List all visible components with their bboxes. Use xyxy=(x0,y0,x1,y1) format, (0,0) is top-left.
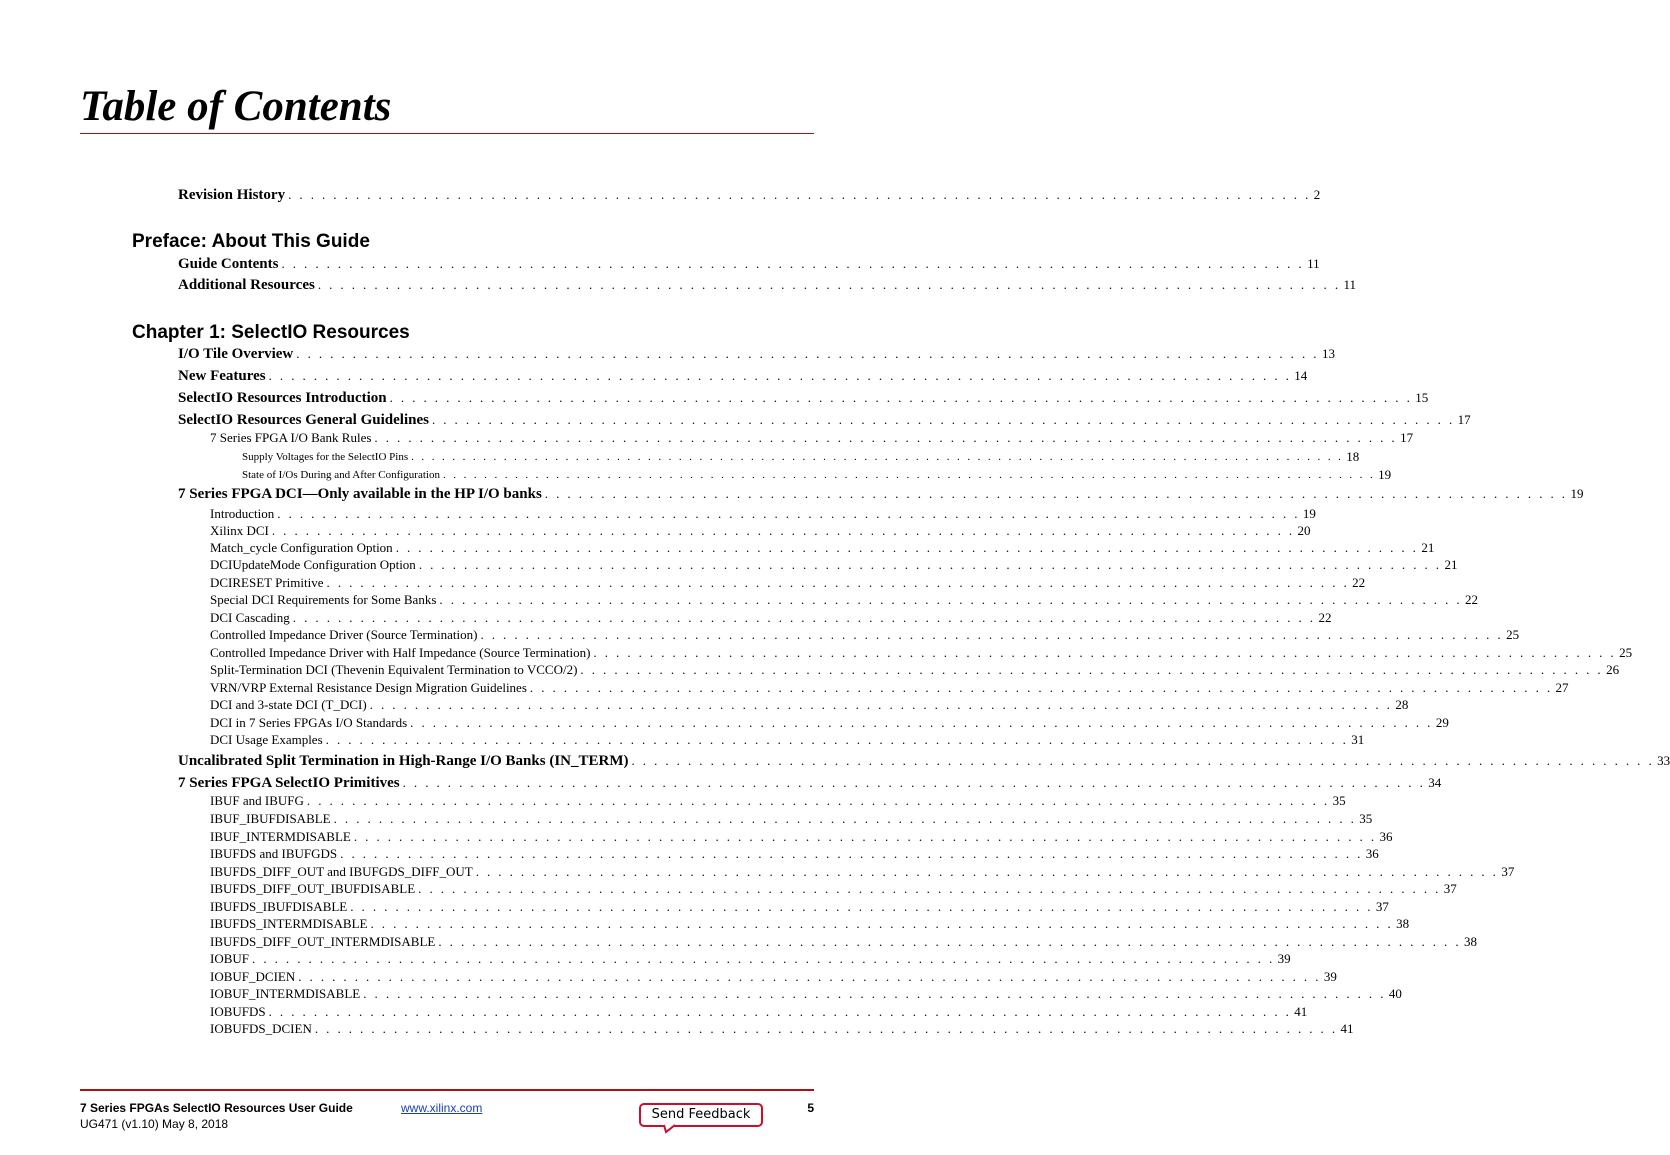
toc-entry-label: SelectIO Resources Introduction xyxy=(178,390,387,406)
toc-entry-label: SelectIO Resources General Guidelines xyxy=(178,412,429,428)
toc-entry-page: 41 xyxy=(1340,1021,1354,1036)
toc-entry[interactable] xyxy=(210,680,1569,696)
dot-leader: . . . . . . . . . . . . . . . . . . . . . . . . . . . . . . . . . . . . . . . . . . . . . . . . . . . . . . . . . . . . . . . . . . . . . . . . . . . . . . . . . . . . . . . . . . . xyxy=(350,899,1373,914)
toc-entry-page: 11 xyxy=(1343,277,1357,292)
dot-leader: . . . . . . . . . . . . . . . . . . . . . . . . . . . . . . . . . . . . . . . . . . . . . . . . . . . . . . . . . . . . . . . . . . . . . . . . . . . . . . . . . . . . . . . . . . . xyxy=(298,969,1321,984)
toc-entry-label: DCI Cascading xyxy=(210,610,290,625)
toc-entry-label: IBUFDS_DIFF_OUT_INTERMDISABLE xyxy=(210,934,436,949)
toc-entry-label: IBUF_IBUFDISABLE xyxy=(210,811,331,826)
toc-entry[interactable] xyxy=(210,986,1402,1002)
dot-leader: . . . . . . . . . . . . . . . . . . . . . . . . . . . . . . . . . . . . . . . . . . . . . . . . . . . . . . . . . . . . . . . . . . . . . . . . . . . . . . . . . . . . . . . . . . . xyxy=(370,916,1394,931)
dot-leader: . . . . . . . . . . . . . . . . . . . . . . . . . . . . . . . . . . . . . . . . . . . . . . . . . . . . . . . . . . . . . . . . . . . . . . . . . . . . . . . . . . . . . . . . . . . xyxy=(475,864,1499,879)
dot-leader: . . . . . . . . . . . . . . . . . . . . . . . . . . . . . . . . . . . . . . . . . . . . . . . . . . . . . . . . . . . . . . . . . . . . . . . . . . . . . . . . . . . . . . . . . . . xyxy=(631,753,1655,768)
send-feedback-button[interactable]: Send Feedback xyxy=(639,1103,763,1127)
chapter-heading: Chapter 1: SelectIO Resources xyxy=(132,322,410,343)
toc-entry-page: 17 xyxy=(1400,430,1414,445)
footer-doc-title: 7 Series FPGAs SelectIO Resources User Guide xyxy=(80,1101,353,1115)
dot-leader: . . . . . . . . . . . . . . . . . . . . . . . . . . . . . . . . . . . . . . . . . . . . . . . . . . . . . . . . . . . . . . . . . . . . . . . . . . . . . . . . . . . . . . . . . . . xyxy=(353,829,1377,844)
toc-entry-label: State of I/Os During and After Configuration xyxy=(242,469,440,481)
toc-entry-page: 39 xyxy=(1323,969,1337,984)
toc-entry-label: Revision History xyxy=(178,187,286,203)
toc-entry-label: Uncalibrated Split Termination in High-Range I/O Banks (IN_TERM) xyxy=(178,753,629,769)
dot-leader: . . . . . . . . . . . . . . . . . . . . . . . . . . . . . . . . . . . . . . . . . . . . . . . . . . . . . . . . . . . . . . . . . . . . . . . . . . . . . . . . . . . . . . . . . . . xyxy=(593,645,1617,660)
toc-entry-page: 40 xyxy=(1388,986,1402,1001)
toc-entry-label: Supply Voltages for the SelectIO Pins xyxy=(242,451,409,463)
toc-entry-label: Additional Resources xyxy=(178,277,315,293)
xilinx-link[interactable]: www.xilinx.com xyxy=(401,1101,483,1115)
toc-entry[interactable] xyxy=(210,846,1379,862)
toc-entry[interactable] xyxy=(210,697,1409,713)
toc-entry[interactable] xyxy=(210,793,1346,809)
toc-entry-page: 22 xyxy=(1318,610,1332,625)
toc-entry[interactable] xyxy=(210,916,1410,932)
toc-entry-label: Special DCI Requirements for Some Banks xyxy=(210,592,437,607)
toc-entry[interactable] xyxy=(210,1021,1354,1037)
toc-entry-page: 28 xyxy=(1395,697,1409,712)
toc-entry-label: IBUF and IBUFG xyxy=(210,793,304,808)
dot-leader: . . . . . . . . . . . . . . . . . . . . . . . . . . . . . . . . . . . . . . . . . . . . . . . . . . . . . . . . . . . . . . . . . . . . . . . . . . . . . . . . . . . . . . . . . . . xyxy=(317,277,1341,292)
toc-entry[interactable] xyxy=(178,752,1670,770)
toc-entry-page: 41 xyxy=(1294,1004,1308,1019)
toc-entry-label: Split-Termination DCI (Thevenin Equivalent Termination to VCCO/2) xyxy=(210,662,578,677)
dot-leader: . . . . . . . . . . . . . . . . . . . . . . . . . . . . . . . . . . . . . . . . . . . . . . . . . . . . . . . . . . . . . . . . . . . . . . . . . . . . . . . . . . . . . . . . . . . xyxy=(418,557,1442,572)
toc-entry-label: 7 Series FPGA SelectIO Primitives xyxy=(178,775,400,791)
dot-leader: . . . . . . . . . . . . . . . . . . . . . . . . . . . . . . . . . . . . . . . . . . . . . . . . . . . . . . . . . . . . . . . . . . . . . . . . . . . . . . . . . . . . . . . . . . . xyxy=(306,793,1330,808)
toc-entry-page: 26 xyxy=(1606,662,1620,677)
toc-entry-label: DCIUpdateMode Configuration Option xyxy=(210,557,416,572)
toc-entry-page: 35 xyxy=(1359,811,1373,826)
toc-entry[interactable] xyxy=(210,969,1337,985)
dot-leader: . . . . . . . . . . . . . . . . . . . . . . . . . . . . . . . . . . . . . . . . . . . . . . . . . . . . . . . . . . . . . . . . . . . . . . . . . . . . . . . . . . . . . . . . . . . xyxy=(529,680,1553,695)
dot-leader: . . . . . . . . . . . . . . . . . . . . . . . . . . . . . . . . . . . . . . . . . . . . . . . . . . . . . . . . . . . . . . . . . . . . . . . . . . . . . . . . . . . . . . . . . . . xyxy=(395,540,1419,555)
toc-entry[interactable] xyxy=(210,934,1478,950)
toc-entry-page: 36 xyxy=(1365,846,1379,861)
toc-entry[interactable] xyxy=(210,506,1316,522)
toc-entry-label: IBUFDS_DIFF_OUT_IBUFDISABLE xyxy=(210,881,416,896)
toc-entry-page: 21 xyxy=(1444,557,1458,572)
dot-leader: . . . . . . . . . . . . . . . . . . . . . . . . . . . . . . . . . . . . . . . . . . . . . . . . . . . . . . . . . . . . . . . . . . . . . . . . . . . . . . . . . . . . . . . . . . . xyxy=(277,506,1300,521)
toc-entry-label: IBUFDS_INTERMDISABLE xyxy=(210,916,368,931)
dot-leader: . . . . . . . . . . . . . . . . . . . . . . . . . . . . . . . . . . . . . . . . . . . . . . . . . . . . . . . . . . . . . . . . . . . . . . . . . . . . . . . . . . . . . . . . . . . xyxy=(340,846,1363,861)
dot-leader: . . . . . . . . . . . . . . . . . . . . . . . . . . . . . . . . . . . . . . . . . . . . . . . . . . . . . . . . . . . . . . . . . . . . . . . . . . . . . . . . . . . . . . . . . . . xyxy=(410,715,1433,730)
dot-leader: . . . . . . . . . . . . . . . . . . . . . . . . . . . . . . . . . . . . . . . . . . . . . . . . . . . . . . . . . . . . . . . . . . . . . . . . . . . . . . . . . . . . . . . . . . . xyxy=(418,881,1441,896)
toc-entry-label: IOBUFDS xyxy=(210,1004,266,1019)
dot-leader: . . . . . . . . . . . . . . . . . . . . . . . . . . . . . . . . . . . . . . . . . . . . . . . . . . . . . . . . . . . . . . . . . . . . . . . . . . . . . . . . . . . . . . . . . . . xyxy=(363,986,1386,1001)
toc-entry-page: 29 xyxy=(1435,715,1449,730)
toc-entry[interactable] xyxy=(210,899,1389,915)
dot-leader: . . . . . . . . . . . . . . . . . . . . . . . . . . . . . . . . . . . . . . . . . . . . . . . . . . . . . . . . . . . . . . . . . . . . . . . . . . . . . . . . . . . . . . . . . . . xyxy=(439,592,1463,607)
toc-entry-page: 27 xyxy=(1555,680,1569,695)
dot-leader: . . . . . . . . . . . . . . . . . . . . . . . . . . . . . . . . . . . . . . . . . . . . . . . . . . . . . . . . . . . . . . . . . . . . . . . . . . . . . . . . . . . . . . . . . . . xyxy=(402,775,1426,790)
dot-leader: . . . . . . . . . . . . . . . . . . . . . . . . . . . . . . . . . . . . . . . . . . . . . . . . . . . . . . . . . . . . . . . . . . . . . . . . . . . . . . . . . . . . . . . . . . . xyxy=(252,951,1275,966)
toc-entry-page: 15 xyxy=(1415,390,1429,405)
toc-entry-page: 13 xyxy=(1321,346,1335,361)
dot-leader: . . . . . . . . . . . . . . . . . . . . . . . . . . . . . . . . . . . . . . . . . . . . . . . . . . . . . . . . . . . . . . . . . . . . . . . . . . . . . . . . . . . . . . . . . . . xyxy=(268,1004,1292,1019)
dot-leader: . . . . . . . . . . . . . . . . . . . . . . . . . . . . . . . . . . . . . . . . . . . . . . . . . . . . . . . . . . . . . . . . . . . . . . . . . . . . . . . . . . . . . . . . . . . xyxy=(325,732,1349,747)
toc-entry[interactable] xyxy=(210,811,1373,827)
toc-entry-page: 36 xyxy=(1379,829,1393,844)
toc-entry-page: 31 xyxy=(1351,732,1365,747)
toc-entry-page: 20 xyxy=(1297,523,1311,538)
toc-entry-label: IOBUF_INTERMDISABLE xyxy=(210,986,361,1001)
toc-entry-label: DCI Usage Examples xyxy=(210,732,323,747)
dot-leader: . . . . . . . . . . . . . . . . . . . . . . . . . . . . . . . . . . . . . . . . . . . . . . . . . . . . . . . . . . . . . . . . . . . . . . . . . . . . . . . . . . . . . . . . . . . xyxy=(438,934,1462,949)
toc-entry[interactable] xyxy=(178,389,1429,407)
footer-divider xyxy=(80,1089,814,1091)
dot-leader: . . . . . . . . . . . . . . . . . . . . . . . . . . . . . . . . . . . . . . . . . . . . . . . . . . . . . . . . . . . . . . . . . . . . . . . . . . . . . . . . . . . . . . . . . . . xyxy=(580,662,1604,677)
toc-entry[interactable] xyxy=(210,523,1311,539)
toc-entry[interactable] xyxy=(210,430,1414,446)
toc-entry[interactable] xyxy=(210,732,1365,748)
toc-entry-page: 18 xyxy=(1346,449,1360,464)
toc-entry-label: Xilinx DCI xyxy=(210,523,269,538)
dot-leader: . . . . . . . . . . . . . . . . . . . . . . . . . . . . . . . . . . . . . . . . . . . . . . . . . . . . . . . . . . . . . . . . . . . . . . . . . . . . . . . . . . . . . . . . . . . xyxy=(281,256,1305,271)
toc-entry-label: I/O Tile Overview xyxy=(178,346,294,362)
toc-entry[interactable] xyxy=(210,592,1479,608)
toc-entry-label: New Features xyxy=(178,368,266,384)
toc-entry-page: 17 xyxy=(1457,412,1471,427)
toc-entry-page: 34 xyxy=(1428,775,1442,790)
toc-entry[interactable] xyxy=(178,411,1471,429)
toc-entry-label: 7 Series FPGA DCI—Only available in the HP I/O banks xyxy=(178,486,542,502)
toc-entry-page: 14 xyxy=(1294,368,1308,383)
toc-entry[interactable] xyxy=(210,1004,1308,1020)
toc-entry-label: DCI and 3-state DCI (T_DCI) xyxy=(210,697,367,712)
dot-leader: . . . . . . . . . . . . . . . . . . . . . . . . . . . . . . . . . . . . . . . . . . . . . . . . . . . . . . . . . . . . . . . . . . . . . . . . . . . . . . . . . . . . . . . . . . . xyxy=(389,390,1413,405)
toc-entry-label: VRN/VRP External Resistance Design Migration Guidelines xyxy=(210,680,527,695)
toc-entry-label: Match_cycle Configuration Option xyxy=(210,540,393,555)
toc-entry-label: IOBUF_DCIEN xyxy=(210,969,296,984)
toc-entry[interactable] xyxy=(210,715,1449,731)
dot-leader: . . . . . . . . . . . . . . . . . . . . . . . . . . . . . . . . . . . . . . . . . . . . . . . . . . . . . . . . . . . . . . . . . . . . . . . . . . . . . . . . . . . . . . . . . . . xyxy=(442,469,1376,481)
toc-entry-page: 37 xyxy=(1501,864,1515,879)
toc-entry[interactable] xyxy=(178,255,1320,273)
toc-entry[interactable] xyxy=(178,186,1321,204)
toc-entry-label: IOBUF xyxy=(210,951,250,966)
toc-entry-label: Introduction xyxy=(210,506,275,521)
speech-bubble-tail-icon xyxy=(664,1125,676,1133)
dot-leader: . . . . . . . . . . . . . . . . . . . . . . . . . . . . . . . . . . . . . . . . . . . . . . . . . . . . . . . . . . . . . . . . . . . . . . . . . . . . . . . . . . . . . . . . . . . xyxy=(333,811,1357,826)
toc-entry-label: IBUFDS_DIFF_OUT and IBUFGDS_DIFF_OUT xyxy=(210,864,473,879)
toc-entry-label: DCIRESET Primitive xyxy=(210,575,324,590)
page-number: 5 xyxy=(807,1101,814,1115)
toc-entry-page: 25 xyxy=(1506,627,1520,642)
chapter-heading: Preface: About This Guide xyxy=(132,231,370,252)
toc-entry-page: 19 xyxy=(1378,467,1392,482)
toc-entry-label: Controlled Impedance Driver with Half Impedance (Source Termination) xyxy=(210,645,591,660)
dot-leader: . . . . . . . . . . . . . . . . . . . . . . . . . . . . . . . . . . . . . . . . . . . . . . . . . . . . . . . . . . . . . . . . . . . . . . . . . . . . . . . . . . . . . . . . . . . xyxy=(271,523,1295,538)
toc-entry[interactable] xyxy=(210,864,1515,880)
dot-leader: . . . . . . . . . . . . . . . . . . . . . . . . . . . . . . . . . . . . . . . . . . . . . . . . . . . . . . . . . . . . . . . . . . . . . . . . . . . . . . . . . . . . . . . . . . . xyxy=(374,430,1398,445)
toc-entry-page: 19 xyxy=(1570,486,1584,501)
toc-entry-label: Guide Contents xyxy=(178,256,279,272)
toc-entry[interactable] xyxy=(210,540,1435,556)
dot-leader: . . . . . . . . . . . . . . . . . . . . . . . . . . . . . . . . . . . . . . . . . . . . . . . . . . . . . . . . . . . . . . . . . . . . . . . . . . . . . . . . . . . . . . . . . . . xyxy=(268,368,1292,383)
toc-entry-page: 21 xyxy=(1421,540,1435,555)
toc-entry-page: 33 xyxy=(1657,753,1670,768)
toc-entry[interactable] xyxy=(178,345,1335,363)
toc-entry-label: Controlled Impedance Driver (Source Termination) xyxy=(210,627,478,642)
dot-leader: . . . . . . . . . . . . . . . . . . . . . . . . . . . . . . . . . . . . . . . . . . . . . . . . . . . . . . . . . . . . . . . . . . . . . . . . . . . . . . . . . . . . . . . . . . . xyxy=(369,697,1393,712)
toc-entry[interactable] xyxy=(210,951,1291,967)
toc-entry[interactable] xyxy=(210,881,1457,897)
toc-entry[interactable] xyxy=(210,829,1393,845)
toc-entry-page: 2 xyxy=(1313,187,1321,202)
toc-entry-label: IOBUFDS_DCIEN xyxy=(210,1021,312,1036)
toc-entry-page: 22 xyxy=(1352,575,1366,590)
dot-leader: . . . . . . . . . . . . . . . . . . . . . . . . . . . . . . . . . . . . . . . . . . . . . . . . . . . . . . . . . . . . . . . . . . . . . . . . . . . . . . . . . . . . . . . . . . . xyxy=(411,451,1344,463)
toc-entry-page: 38 xyxy=(1396,916,1410,931)
toc-entry-page: 35 xyxy=(1332,793,1346,808)
toc-entry-page: 37 xyxy=(1443,881,1457,896)
dot-leader: . . . . . . . . . . . . . . . . . . . . . . . . . . . . . . . . . . . . . . . . . . . . . . . . . . . . . . . . . . . . . . . . . . . . . . . . . . . . . . . . . . . . . . . . . . . xyxy=(296,346,1319,361)
dot-leader: . . . . . . . . . . . . . . . . . . . . . . . . . . . . . . . . . . . . . . . . . . . . . . . . . . . . . . . . . . . . . . . . . . . . . . . . . . . . . . . . . . . . . . . . . . . xyxy=(288,187,1311,202)
toc-entry[interactable] xyxy=(178,774,1442,792)
page-title: Table of Contents xyxy=(80,83,392,130)
toc-entry-page: 25 xyxy=(1619,645,1633,660)
toc-entry-page: 11 xyxy=(1307,256,1320,271)
toc-entry-page: 37 xyxy=(1375,899,1389,914)
toc-entry[interactable] xyxy=(178,276,1357,294)
toc-entry[interactable] xyxy=(242,467,1392,482)
toc-entry-label: DCI in 7 Series FPGAs I/O Standards xyxy=(210,715,408,730)
toc-entry[interactable] xyxy=(210,575,1366,591)
dot-leader: . . . . . . . . . . . . . . . . . . . . . . . . . . . . . . . . . . . . . . . . . . . . . . . . . . . . . . . . . . . . . . . . . . . . . . . . . . . . . . . . . . . . . . . . . . . xyxy=(314,1021,1338,1036)
dot-leader: . . . . . . . . . . . . . . . . . . . . . . . . . . . . . . . . . . . . . . . . . . . . . . . . . . . . . . . . . . . . . . . . . . . . . . . . . . . . . . . . . . . . . . . . . . . xyxy=(544,486,1568,501)
toc-entry-page: 19 xyxy=(1302,506,1316,521)
dot-leader: . . . . . . . . . . . . . . . . . . . . . . . . . . . . . . . . . . . . . . . . . . . . . . . . . . . . . . . . . . . . . . . . . . . . . . . . . . . . . . . . . . . . . . . . . . . xyxy=(431,412,1455,427)
dot-leader: . . . . . . . . . . . . . . . . . . . . . . . . . . . . . . . . . . . . . . . . . . . . . . . . . . . . . . . . . . . . . . . . . . . . . . . . . . . . . . . . . . . . . . . . . . . xyxy=(292,610,1316,625)
toc-entry[interactable] xyxy=(242,449,1360,464)
toc-entry[interactable] xyxy=(210,662,1620,678)
dot-leader: . . . . . . . . . . . . . . . . . . . . . . . . . . . . . . . . . . . . . . . . . . . . . . . . . . . . . . . . . . . . . . . . . . . . . . . . . . . . . . . . . . . . . . . . . . . xyxy=(326,575,1350,590)
toc-entry[interactable] xyxy=(210,557,1458,573)
toc-entry[interactable] xyxy=(178,367,1308,385)
toc-entry[interactable] xyxy=(178,485,1584,503)
toc-entry-label: IBUF_INTERMDISABLE xyxy=(210,829,351,844)
toc-entry[interactable] xyxy=(210,610,1332,626)
toc-entry[interactable] xyxy=(210,645,1633,661)
footer-doc-id: UG471 (v1.10) May 8, 2018 xyxy=(80,1117,229,1131)
dot-leader: . . . . . . . . . . . . . . . . . . . . . . . . . . . . . . . . . . . . . . . . . . . . . . . . . . . . . . . . . . . . . . . . . . . . . . . . . . . . . . . . . . . . . . . . . . . xyxy=(480,627,1504,642)
toc-entry-page: 38 xyxy=(1464,934,1478,949)
toc-entry-label: IBUFDS and IBUFGDS xyxy=(210,846,338,861)
toc-entry-label: IBUFDS_IBUFDISABLE xyxy=(210,899,348,914)
toc-entry[interactable] xyxy=(210,627,1520,643)
toc-entry-page: 39 xyxy=(1277,951,1291,966)
toc-entry-page: 22 xyxy=(1465,592,1479,607)
toc-entry-label: 7 Series FPGA I/O Bank Rules xyxy=(210,430,372,445)
